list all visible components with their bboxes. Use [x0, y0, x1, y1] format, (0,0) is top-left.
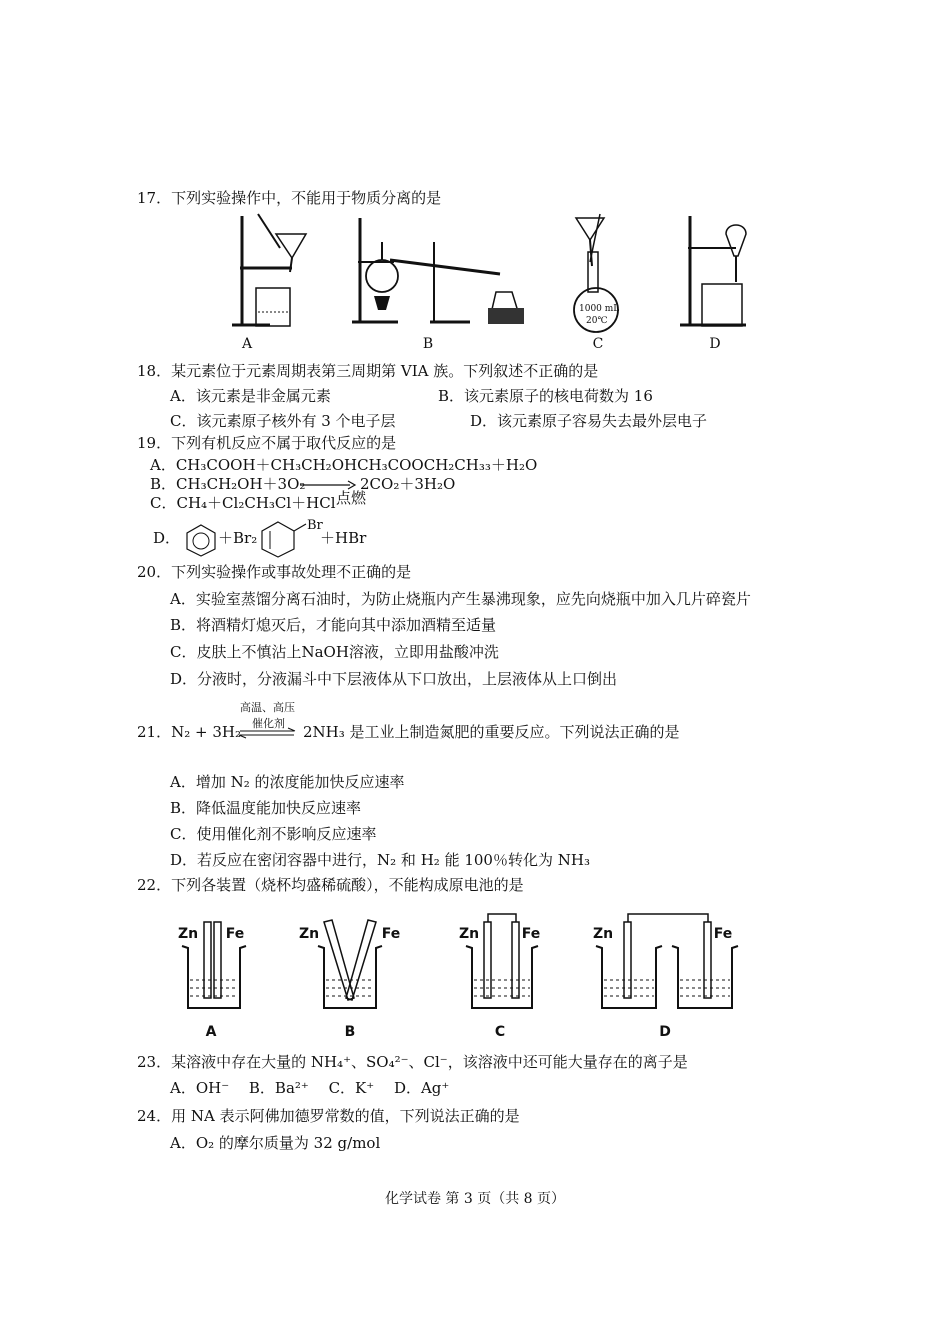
q23-options: A．OH⁻ B．Ba²⁺ C．K⁺ D．Ag⁺: [170, 1079, 450, 1097]
q21-equation-left: 21．N₂ + 3H₂: [137, 723, 241, 741]
q17-stem: 17．下列实验操作中，不能用于物质分离的是: [137, 189, 442, 207]
q18-option-d: D．该元素原子容易失去最外层电子: [470, 412, 708, 430]
cell-c-label: C: [494, 1024, 506, 1040]
q19-option-b-left: B．CH₃CH₂OH＋3O₂: [150, 475, 306, 493]
cell-d-diagram: [594, 912, 742, 1016]
cell-c-zn-label: Zn: [458, 926, 480, 942]
q19-option-d-br2: ＋Br₂: [218, 529, 258, 547]
q21-option-a: A．增加 N₂ 的浓度能加快反应速率: [170, 773, 405, 791]
q18-option-b: B．该元素原子的核电荷数为 16: [438, 387, 653, 405]
q17-label-c: C: [592, 336, 604, 352]
cell-a-diagram: [178, 918, 250, 1016]
q18-stem: 18．某元素位于元素周期表第三周期第 VIA 族。下列叙述不正确的是: [137, 362, 599, 380]
q19-option-d-label: D．: [153, 529, 181, 547]
cell-a-zn-label: Zn: [177, 926, 199, 942]
benzene-ring-icon: [184, 523, 218, 557]
q19-condition-note: 点燃: [336, 489, 367, 507]
apparatus-separatory-funnel: [676, 212, 756, 330]
q22-stem: 22．下列各装置（烧杯均盛稀硫酸），不能构成原电池的是: [137, 876, 524, 894]
flask-volume-label: 1000 mL: [579, 304, 620, 314]
q21-option-d: D．若反应在密闭容器中进行，N₂ 和 H₂ 能 100％转化为 NH₃: [170, 851, 590, 869]
flask-temp-label: 20℃: [586, 316, 608, 326]
cell-a-label: A: [205, 1024, 217, 1040]
q21-condition-mid: 催化剂: [252, 717, 285, 730]
q21-option-c: C．使用催化剂不影响反应速率: [170, 825, 377, 843]
q19-stem: 19．下列有机反应不属于取代反应的是: [137, 434, 397, 452]
q17-label-d: D: [709, 336, 721, 352]
q23-stem: 23．某溶液中存在大量的 NH₄⁺、SO₄²⁻、Cl⁻，该溶液中还可能大量存在的离子是: [137, 1053, 688, 1071]
q18-option-c: C．该元素原子核外有 3 个电子层: [170, 412, 396, 430]
cell-d-fe-label: Fe: [713, 926, 733, 942]
q19-option-d-br: Br: [307, 518, 323, 533]
cell-d-label: D: [659, 1024, 671, 1040]
cell-a-fe-label: Fe: [225, 926, 245, 942]
q17-label-a: A: [241, 336, 253, 352]
cell-d-zn-label: Zn: [592, 926, 614, 942]
q20-option-d: D．分液时，分液漏斗中下层液体从下口放出，上层液体从上口倒出: [170, 670, 618, 688]
q19-option-d-hbr: ＋HBr: [320, 529, 367, 547]
q21-equation-right: 2NH₃ 是工业上制造氮肥的重要反应。下列说法正确的是: [303, 723, 680, 741]
q18-option-a: A．该元素是非金属元素: [170, 387, 331, 405]
q20-option-c: C．皮肤上不慎沾上NaOH溶液，立即用盐酸冲洗: [170, 643, 499, 661]
q20-stem: 20．下列实验操作或事故处理不正确的是: [137, 563, 412, 581]
cell-b-label: B: [344, 1024, 356, 1040]
q19-option-b-right: 2CO₂＋3H₂O: [360, 475, 456, 493]
q24-option-a: A．O₂ 的摩尔质量为 32 g/mol: [170, 1134, 381, 1152]
q19-option-c: C．CH₄＋Cl₂CH₃Cl＋HCl: [150, 494, 336, 512]
q20-option-b: B．将酒精灯熄灭后，才能向其中添加酒精至适量: [170, 616, 497, 634]
q21-condition-top: 高温、高压: [240, 701, 295, 714]
apparatus-filtration: [230, 212, 310, 330]
q17-label-b: B: [422, 336, 434, 352]
q21-option-b: B．降低温度能加快反应速率: [170, 799, 362, 817]
q24-stem: 24．用 NA 表示阿佛加德罗常数的值，下列说法正确的是: [137, 1107, 520, 1125]
page-footer: 化学试卷 第 3 页（共 8 页）: [384, 1191, 566, 1207]
cell-b-zn-label: Zn: [298, 926, 320, 942]
cell-b-diagram: [310, 918, 390, 1016]
equilibrium-arrow: [238, 728, 298, 738]
cell-c-fe-label: Fe: [521, 926, 541, 942]
cell-c-diagram: [462, 912, 542, 1016]
cell-b-fe-label: Fe: [381, 926, 401, 942]
q19-option-a: A．CH₃COOH＋CH₃CH₂OHCH₃COOCH₂CH₃₃＋H₂O: [150, 456, 538, 474]
q20-option-a: A．实验室蒸馏分离石油时，为防止烧瓶内产生暴沸现象，应先向烧瓶中加入几片碎瓷片: [170, 590, 751, 608]
apparatus-distillation: [350, 214, 530, 330]
